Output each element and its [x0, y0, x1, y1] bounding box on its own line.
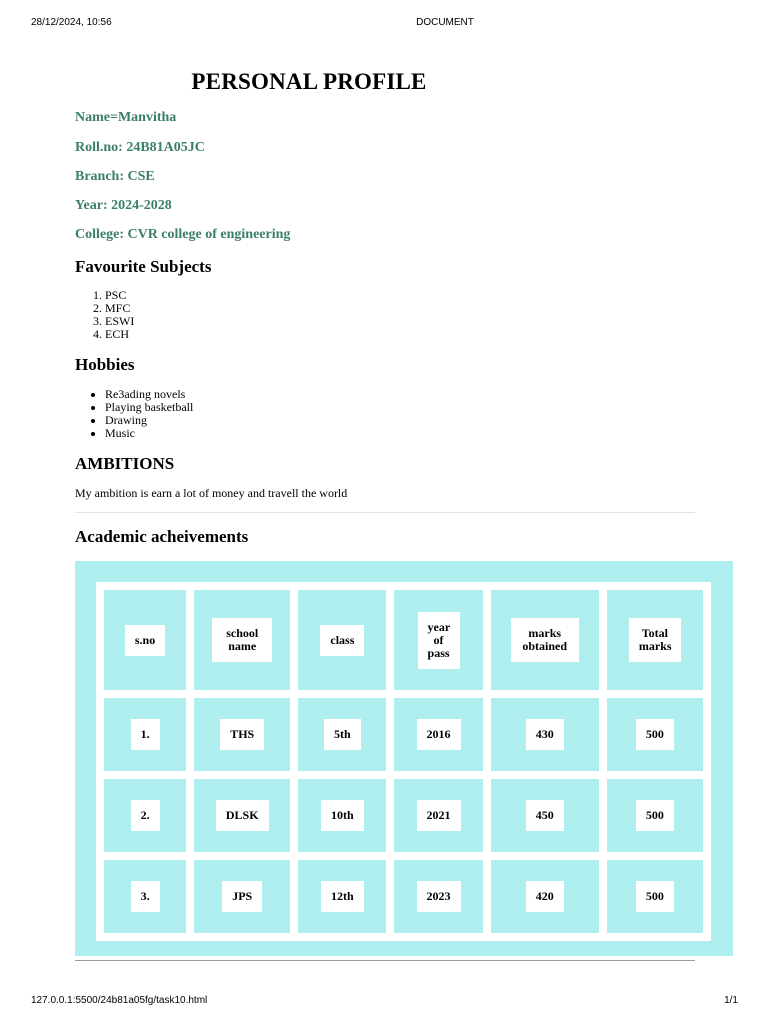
column-header: school name [194, 590, 290, 690]
table-cell: 3. [104, 860, 186, 933]
table-row [104, 779, 703, 852]
table-cell: DLSK [194, 779, 290, 852]
table-cell: 2021 [394, 779, 482, 852]
print-datetime: 28/12/2024, 10:56 [31, 17, 112, 28]
subject-item: 1. PSC [105, 289, 134, 302]
table-cell: 420 [491, 860, 599, 933]
hobby-item: • Re3ading novels [105, 388, 193, 401]
page-title: PERSONAL PROFILE [191, 69, 427, 94]
table-cell: 500 [607, 698, 703, 771]
table-cell: JPS [194, 860, 290, 933]
column-header: Total marks [607, 590, 703, 690]
hobby-item: • Playing basketball [105, 401, 193, 414]
profile-roll-number: Roll.no: 24B81A05JC [75, 140, 205, 155]
table-cell: 2016 [394, 698, 482, 771]
column-header: s.no [104, 590, 186, 690]
table-cell: THS [194, 698, 290, 771]
table-cell: 10th [298, 779, 386, 852]
subject-item: 2. MFC [105, 302, 134, 315]
profile-name: Name=Manvitha [75, 110, 177, 125]
column-header: year of pass [394, 590, 482, 690]
hobbies-heading: Hobbies [75, 355, 135, 374]
table-cell: 430 [491, 698, 599, 771]
print-footer [0, 995, 768, 1009]
table-cell: 2. [104, 779, 186, 852]
hobby-item: • Drawing [105, 414, 193, 427]
print-page-number: 1/1 [724, 995, 738, 1006]
divider [75, 512, 695, 513]
hobby-item: • Music [105, 427, 193, 440]
column-header: marks obtained [491, 590, 599, 690]
table-cell: 5th [298, 698, 386, 771]
subject-item: 3. ESWI [105, 315, 134, 328]
academics-table [96, 582, 711, 941]
table-cell: 2023 [394, 860, 482, 933]
print-url: 127.0.0.1:5500/24b81a05fg/task10.html [31, 995, 208, 1006]
table-cell: 500 [607, 860, 703, 933]
table-cell: 12th [298, 860, 386, 933]
print-doc-title: DOCUMENT [416, 17, 474, 28]
print-header [0, 17, 768, 31]
ambition-text: My ambition is earn a lot of money and travell the world [75, 486, 348, 500]
subjects-heading: Favourite Subjects [75, 257, 212, 276]
ambitions-heading: AMBITIONS [75, 454, 175, 473]
table-cell: 450 [491, 779, 599, 852]
academics-table-container [75, 561, 733, 956]
academics-heading: Academic acheivements [75, 527, 249, 546]
profile-college: College: CVR college of engineering [75, 227, 291, 242]
profile-year: Year: 2024-2028 [75, 198, 172, 213]
table-cell: 500 [607, 779, 703, 852]
table-header-row [104, 590, 703, 690]
table-row [104, 860, 703, 933]
table-row [104, 698, 703, 771]
divider-bottom [75, 960, 695, 961]
profile-branch: Branch: CSE [75, 169, 155, 184]
table-cell: 1. [104, 698, 186, 771]
hobbies-list [75, 388, 193, 440]
subject-item: 4. ECH [105, 328, 134, 341]
subjects-list [75, 289, 134, 341]
column-header: class [298, 590, 386, 690]
